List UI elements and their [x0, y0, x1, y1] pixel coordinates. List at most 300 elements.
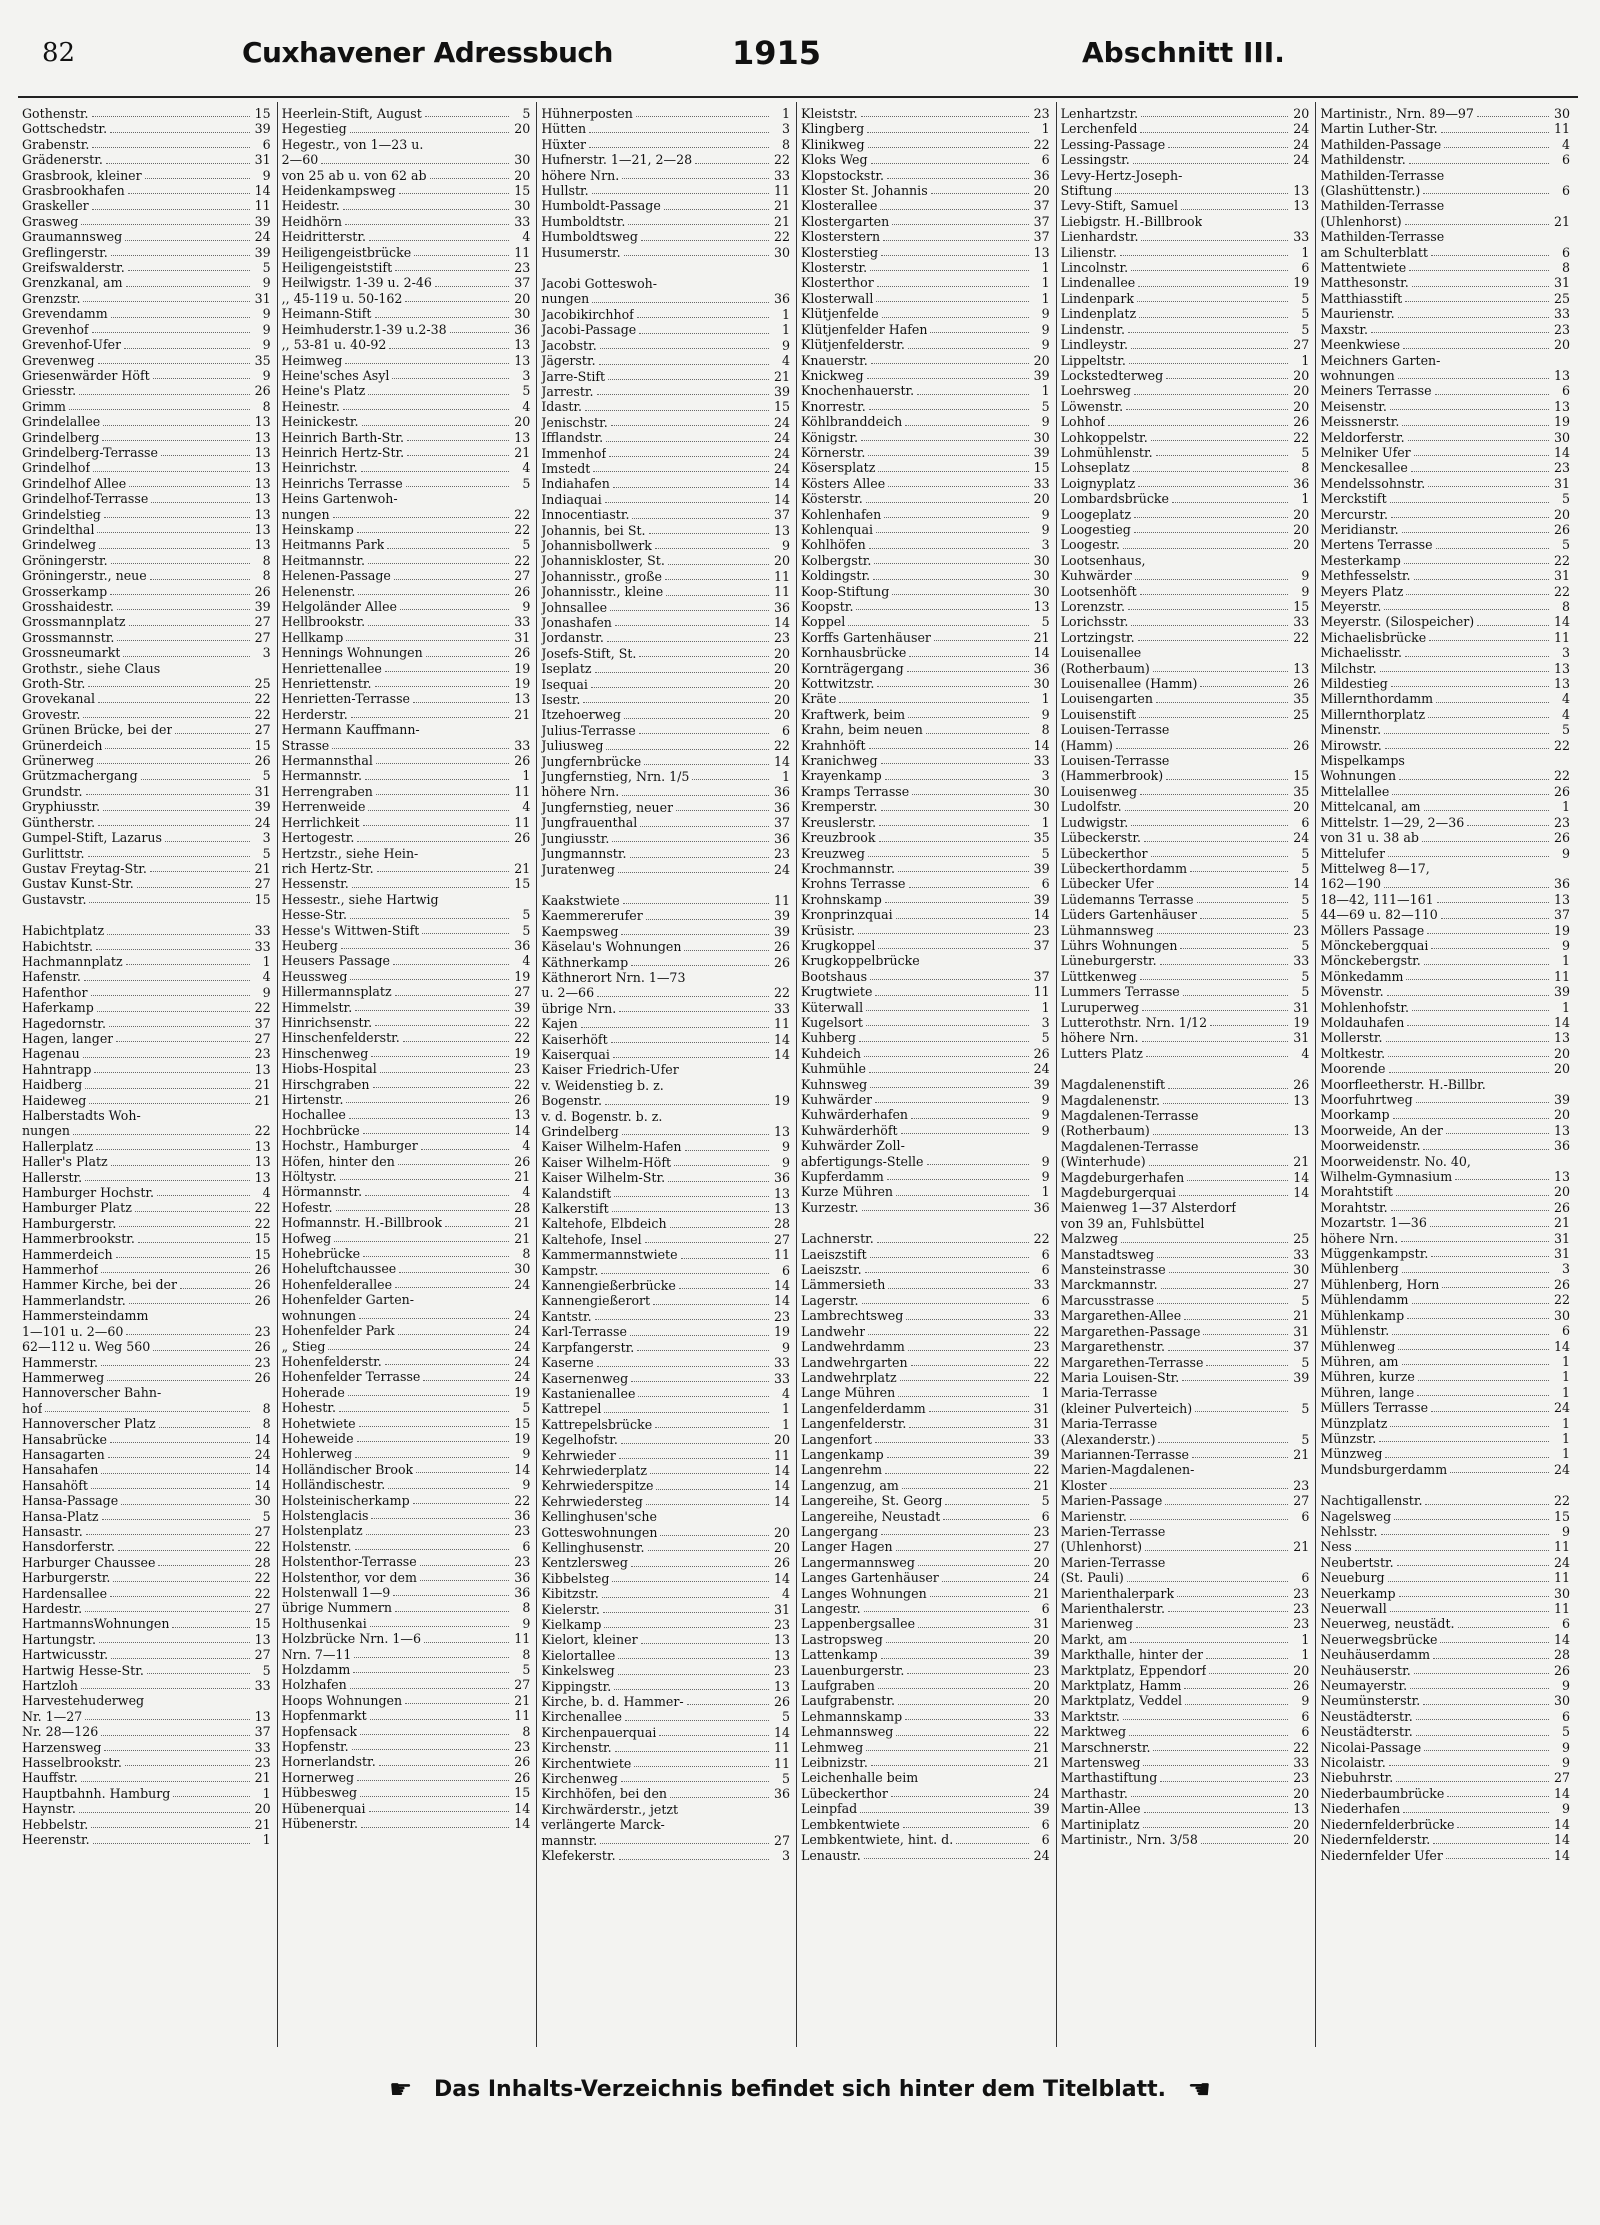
district-number: 35 — [1033, 830, 1050, 846]
street-entry — [801, 1740, 1050, 1755]
street-name: Mundsburgerdamm — [1320, 1461, 1448, 1477]
district-number: 31 — [254, 783, 271, 799]
leader-dots — [1134, 517, 1288, 518]
district-number: 15 — [1293, 599, 1310, 614]
street-name: Lindenpark — [1060, 290, 1135, 306]
leader-dots — [639, 733, 769, 734]
district-number: 19 — [1293, 1014, 1310, 1030]
street-entry — [801, 1277, 1050, 1292]
leader-dots — [674, 1165, 769, 1166]
street-entry — [22, 707, 271, 722]
street-entry — [1061, 1247, 1310, 1262]
street-name: Lembkentwiete — [800, 1816, 900, 1832]
street-name: Grevendamm — [22, 306, 108, 322]
district-number: 21 — [773, 213, 790, 229]
street-entry — [22, 985, 271, 1000]
leader-dots — [892, 594, 1028, 595]
street-entry — [22, 1139, 271, 1154]
street-entry — [1061, 1139, 1310, 1154]
street-entry — [282, 614, 531, 629]
pointing-hand-right-icon: ☛ — [389, 2075, 413, 2105]
district-number: 6 — [262, 136, 271, 152]
street-entry — [22, 1678, 271, 1693]
street-name: Hopfensack — [281, 1723, 358, 1739]
street-name: Langes Gartenhäuser — [800, 1570, 939, 1586]
district-number: 22 — [254, 1585, 271, 1601]
leader-dots — [624, 255, 769, 256]
leader-dots — [901, 1133, 1029, 1134]
street-entry — [282, 1261, 531, 1276]
leader-dots — [878, 471, 1028, 472]
leader-dots — [887, 1179, 1029, 1180]
street-entry — [801, 1832, 1050, 1847]
street-name: Jägerstr. — [541, 353, 596, 369]
district-number: 5 — [522, 922, 531, 938]
street-entry — [22, 1170, 271, 1185]
street-entry — [1320, 707, 1570, 722]
street-name: Köhlbranddeich — [800, 414, 903, 430]
street-entry — [801, 152, 1050, 167]
district-number: 13 — [254, 460, 271, 476]
street-entry — [1320, 275, 1570, 290]
district-number: 26 — [1553, 783, 1570, 799]
leader-dots — [85, 1088, 249, 1089]
leader-dots — [1446, 1133, 1549, 1134]
street-entry — [1061, 183, 1310, 198]
street-entry — [282, 1616, 531, 1631]
district-number: 20 — [1293, 106, 1310, 121]
district-number: 30 — [1033, 552, 1050, 568]
leader-dots — [86, 794, 250, 795]
leader-dots — [625, 1720, 769, 1721]
street-name: Meisenstr. — [1320, 398, 1387, 414]
street-entry — [801, 691, 1050, 706]
leader-dots — [604, 1412, 769, 1413]
street-entry — [282, 953, 531, 968]
street-name: Millernthorplatz — [1320, 706, 1425, 722]
district-number: 24 — [1553, 1554, 1570, 1570]
street-entry — [1061, 830, 1310, 845]
street-entry — [1061, 1770, 1310, 1785]
street-entry — [1061, 1632, 1310, 1647]
leader-dots — [165, 841, 250, 842]
leader-dots — [430, 178, 510, 179]
street-name: wohnungen — [1320, 367, 1395, 383]
street-name: Neumünsterstr. — [1320, 1693, 1421, 1709]
leader-dots — [618, 1658, 769, 1659]
street-name: Kegelhofstr. — [541, 1432, 618, 1448]
district-number: 31 — [773, 1601, 790, 1617]
leader-dots — [877, 1242, 1029, 1243]
district-number: 11 — [1553, 1570, 1570, 1586]
leader-dots — [1385, 1457, 1549, 1458]
district-number: 26 — [514, 583, 531, 599]
leader-dots — [99, 548, 250, 549]
street-entry — [541, 229, 790, 244]
street-entry — [1320, 630, 1570, 645]
district-number: 21 — [1553, 213, 1570, 229]
leader-dots — [619, 1011, 769, 1012]
street-entry — [22, 1647, 271, 1662]
leader-dots — [1385, 748, 1549, 749]
district-number: 27 — [773, 1832, 790, 1848]
leader-dots — [861, 440, 1029, 441]
leader-dots — [653, 1304, 769, 1305]
leader-dots — [1110, 1488, 1289, 1489]
leader-dots — [1128, 332, 1288, 333]
street-name: Morahtstift — [1320, 1184, 1393, 1200]
street-entry — [282, 137, 531, 152]
street-entry — [22, 753, 271, 768]
district-number: 13 — [1553, 1122, 1570, 1138]
street-entry — [541, 1663, 790, 1678]
street-entry — [801, 476, 1050, 491]
street-name: Levy-Hertz-Joseph- — [1060, 167, 1183, 183]
street-entry — [801, 383, 1050, 398]
street-name: Hoheluftchaussee — [281, 1261, 397, 1277]
leader-dots — [628, 224, 769, 225]
street-name: Helenenstr. — [281, 583, 356, 599]
district-number: 22 — [254, 1215, 271, 1231]
district-number: 13 — [1293, 1092, 1310, 1108]
street-entry — [541, 446, 790, 461]
leader-dots — [1402, 1272, 1549, 1273]
street-entry — [22, 661, 271, 676]
leader-dots — [599, 364, 769, 365]
leader-dots — [859, 1041, 1029, 1042]
street-name: Lattenkamp — [800, 1647, 878, 1663]
street-name: Mövenstr. — [1320, 984, 1384, 1000]
street-name: Kibbelsteg — [541, 1570, 610, 1586]
street-entry — [22, 537, 271, 552]
leader-dots — [368, 394, 509, 395]
street-name: übrige Nrn. — [541, 1000, 617, 1016]
district-number: 13 — [514, 352, 531, 368]
street-entry — [1320, 1169, 1570, 1184]
street-name: Methfesselstr. — [1320, 568, 1411, 584]
leader-dots — [389, 348, 509, 349]
street-entry — [801, 661, 1050, 676]
street-name: Langer Hagen — [800, 1539, 893, 1555]
street-name: nungen — [281, 506, 330, 522]
district-number: 14 — [1293, 876, 1310, 892]
street-entry — [282, 537, 531, 552]
district-number: 22 — [1553, 552, 1570, 568]
street-name: Koopstr. — [800, 599, 854, 614]
street-entry — [1320, 1138, 1570, 1153]
street-name: (Uhlenhorst) — [1320, 213, 1402, 229]
leader-dots — [92, 116, 250, 117]
street-name: Kurzestr. — [800, 1199, 859, 1215]
leader-dots — [348, 1395, 510, 1396]
street-name: Maria Louisen-Str. — [1060, 1369, 1180, 1385]
leader-dots — [869, 548, 1029, 549]
leader-dots — [646, 919, 769, 920]
street-entry — [1320, 460, 1570, 475]
street-name: Hohebrücke — [281, 1246, 361, 1262]
leader-dots — [866, 502, 1029, 503]
street-name: Koldingstr. — [800, 568, 871, 584]
leader-dots — [618, 1674, 769, 1675]
district-number: 4 — [781, 353, 790, 369]
district-number: 3 — [262, 645, 271, 661]
street-name: Kielortallee — [541, 1647, 616, 1663]
leader-dots — [1423, 193, 1549, 194]
district-number: 39 — [1033, 367, 1050, 383]
street-name: Hohestr. — [281, 1400, 336, 1416]
district-number: 22 — [254, 706, 271, 722]
street-name: Menckesallee — [1320, 460, 1408, 476]
street-entry — [541, 399, 790, 414]
street-name: Mittelstr. 1—29, 2—36 — [1320, 814, 1465, 830]
street-entry — [1320, 614, 1570, 629]
street-name: ,, 53-81 u. 40-92 — [281, 337, 387, 353]
district-number: 11 — [773, 1447, 790, 1463]
street-entry — [282, 260, 531, 275]
leader-dots — [353, 1672, 509, 1673]
street-name: Kupferdamm — [800, 1169, 884, 1185]
district-number: 1 — [1301, 1647, 1310, 1663]
street-name: Moorkamp — [1320, 1107, 1390, 1123]
leader-dots — [645, 1242, 769, 1243]
district-number: 13 — [1293, 1801, 1310, 1817]
street-name: Grindelhof-Terrasse — [22, 491, 149, 507]
district-number: 6 — [1041, 152, 1050, 168]
district-number: 27 — [254, 1647, 271, 1663]
district-number: 25 — [1553, 290, 1570, 306]
district-number: 8 — [1561, 599, 1570, 614]
street-name: Josefs-Stift, St. — [541, 645, 637, 661]
leader-dots — [1412, 1010, 1549, 1011]
street-name: v. d. Bogenstr. b. z. — [541, 1108, 663, 1124]
leader-dots — [101, 1735, 249, 1736]
leader-dots — [1390, 502, 1549, 503]
street-entry — [1320, 861, 1570, 876]
street-name: Moorfuhrtweg — [1320, 1092, 1413, 1107]
district-number: 1 — [1041, 1385, 1050, 1401]
street-name: Nrn. 7—11 — [281, 1646, 352, 1662]
street-entry — [801, 460, 1050, 475]
street-name: Knochenhauerstr. — [800, 383, 915, 399]
street-name: Lincolnstr. — [1060, 260, 1129, 276]
district-number: 5 — [1301, 1400, 1310, 1416]
district-number: 14 — [1553, 1631, 1570, 1647]
street-entry — [801, 275, 1050, 290]
street-name: Hallerstr. — [22, 1169, 83, 1185]
street-name: Hammerdeich — [22, 1246, 113, 1262]
street-entry — [282, 322, 531, 337]
district-number: 1 — [1041, 999, 1050, 1015]
street-entry — [22, 1709, 271, 1724]
street-entry — [1061, 630, 1310, 645]
leader-dots — [679, 1288, 769, 1289]
district-number: 19 — [514, 1045, 531, 1061]
leader-dots — [365, 1195, 509, 1196]
leader-dots — [1416, 1102, 1549, 1103]
street-name: Kuhberg — [800, 1030, 856, 1046]
street-entry — [282, 1446, 531, 1461]
street-name: Humboldtstr. — [541, 213, 626, 229]
district-number: 5 — [522, 106, 531, 121]
street-entry — [801, 753, 1050, 768]
street-name: Langenfort — [800, 1431, 872, 1447]
leader-dots — [873, 579, 1029, 580]
leader-dots — [1409, 270, 1549, 271]
district-number: 5 — [1301, 937, 1310, 953]
street-entry — [1061, 1185, 1310, 1200]
street-entry — [282, 1184, 531, 1199]
street-entry — [1061, 522, 1310, 537]
street-entry — [541, 1478, 790, 1493]
district-number: 8 — [262, 552, 271, 568]
street-name: Haynstr. — [22, 1801, 76, 1817]
street-name: Julius-Terrasse — [541, 722, 636, 738]
leader-dots — [1138, 286, 1288, 287]
street-name: Kasernenweg — [541, 1370, 629, 1386]
district-number: 5 — [1301, 860, 1310, 876]
district-number: 5 — [262, 1662, 271, 1678]
street-name: v. Weidenstieg b. z. — [541, 1077, 664, 1093]
street-name: Magdalenen-Terrasse — [1060, 1108, 1199, 1123]
leader-dots — [422, 933, 509, 934]
street-name: Hohenfelder Terrasse — [281, 1369, 421, 1385]
district-number: 1 — [262, 1785, 271, 1801]
street-entry — [22, 1062, 271, 1077]
street-name: Marien-Passage — [1060, 1493, 1163, 1509]
district-number: 36 — [773, 1170, 790, 1186]
street-entry — [801, 1123, 1050, 1138]
leader-dots — [425, 116, 510, 117]
district-number: 20 — [1553, 1107, 1570, 1123]
street-name: Kippingstr. — [541, 1678, 612, 1694]
district-number: 11 — [514, 1708, 531, 1724]
district-number: 22 — [254, 691, 271, 707]
street-name: Jordanstr. — [541, 630, 604, 646]
leader-dots — [1108, 425, 1288, 426]
district-number: 11 — [1553, 629, 1570, 645]
district-number: 23 — [514, 1739, 531, 1755]
street-name: Hallerplatz — [22, 1138, 94, 1154]
street-name: Müggenkampstr. — [1320, 1246, 1429, 1262]
district-number: 13 — [254, 1708, 271, 1724]
street-entry — [1061, 691, 1310, 706]
district-number: 8 — [781, 136, 790, 152]
district-number: 21 — [514, 1230, 531, 1246]
street-name: Heussweg — [281, 968, 348, 984]
column-6 — [1316, 102, 1576, 2047]
district-number: 30 — [514, 198, 531, 214]
street-entry — [22, 846, 271, 861]
street-entry — [1320, 1308, 1570, 1323]
street-entry — [801, 1401, 1050, 1416]
district-number: 5 — [1561, 491, 1570, 507]
district-number: 33 — [1033, 1431, 1050, 1447]
leader-dots — [641, 1643, 769, 1644]
district-number: 22 — [1553, 737, 1570, 753]
street-entry — [541, 430, 790, 445]
district-number: 31 — [1553, 1230, 1570, 1246]
street-name: Melniker Ufer — [1320, 444, 1411, 460]
street-name: Habichtstr. — [22, 938, 93, 954]
street-entry — [22, 768, 271, 783]
street-entry — [1320, 1077, 1570, 1092]
leader-dots — [175, 733, 249, 734]
street-name: Greifswalderstr. — [22, 260, 125, 276]
street-name: Liebigstr. H.-Billbrook — [1060, 213, 1203, 229]
street-entry — [801, 1632, 1050, 1647]
leader-dots — [360, 1734, 509, 1735]
street-name: Kloks Weg — [800, 152, 868, 168]
street-entry — [541, 291, 790, 306]
street-name: Magdalenenstift — [1060, 1077, 1166, 1093]
leader-dots — [118, 1550, 250, 1551]
street-name: 1—101 u. 2—60 — [22, 1323, 124, 1339]
street-entry — [22, 1462, 271, 1477]
street-entry — [541, 1247, 790, 1262]
street-name: Kehrwiedersteg — [541, 1493, 643, 1509]
street-entry — [541, 1124, 790, 1139]
street-entry — [22, 1108, 271, 1123]
street-entry — [22, 1324, 271, 1339]
district-number: 5 — [781, 1709, 790, 1725]
street-entry — [282, 1739, 531, 1754]
leader-dots — [79, 394, 249, 395]
district-number: 24 — [773, 861, 790, 877]
leader-dots — [1177, 1596, 1288, 1597]
street-entry — [1061, 275, 1310, 290]
street-name: Hauffstr. — [22, 1770, 78, 1786]
leader-dots — [878, 1688, 1029, 1689]
footer-text: Das Inhalts-Verzeichnis befindet sich hinter dem Titelblatt. — [433, 2077, 1166, 2102]
street-name: Kuhwärderhöft — [800, 1122, 898, 1138]
street-name: Neuerwall — [1320, 1601, 1387, 1616]
street-name: (Hammerbrook) — [1060, 768, 1164, 784]
district-number: 22 — [1553, 1292, 1570, 1308]
leader-dots — [1388, 856, 1549, 857]
leader-dots — [898, 1396, 1028, 1397]
street-entry — [1061, 953, 1310, 968]
street-entry — [1320, 414, 1570, 429]
leader-dots — [125, 1765, 250, 1766]
street-name: Hübbesweg — [281, 1785, 358, 1801]
street-name: Hermannstr. — [281, 768, 362, 784]
street-name: Heimann-Stift — [281, 306, 372, 322]
district-number: 21 — [254, 1770, 271, 1786]
street-name: Margarethen-Allee — [1060, 1308, 1182, 1324]
street-name: Kuhwärder — [1060, 568, 1132, 584]
street-name: Grünen Brücke, bei der — [22, 722, 173, 738]
district-number: 1 — [1561, 1430, 1570, 1446]
street-name: Kirchhöfen, bei den — [541, 1786, 668, 1802]
leader-dots — [350, 132, 510, 133]
street-name: Groth-Str. — [22, 676, 86, 692]
leader-dots — [153, 1350, 249, 1351]
leader-dots — [1412, 286, 1549, 287]
street-entry — [541, 1756, 790, 1771]
district-number: 14 — [773, 1570, 790, 1586]
street-name: Hafenthor — [22, 984, 88, 1000]
district-number: 11 — [773, 183, 790, 199]
street-name: Lindenstr. — [1060, 321, 1125, 337]
street-name: Lerchenfeld — [1060, 121, 1138, 137]
street-name: Höfen, hinter den — [281, 1153, 395, 1169]
leader-dots — [126, 964, 250, 965]
street-name: Mühlenberg, Horn — [1320, 1276, 1440, 1292]
leader-dots — [876, 532, 1029, 533]
street-entry — [22, 861, 271, 876]
leader-dots — [420, 1580, 509, 1581]
district-number: 23 — [1293, 1585, 1310, 1601]
